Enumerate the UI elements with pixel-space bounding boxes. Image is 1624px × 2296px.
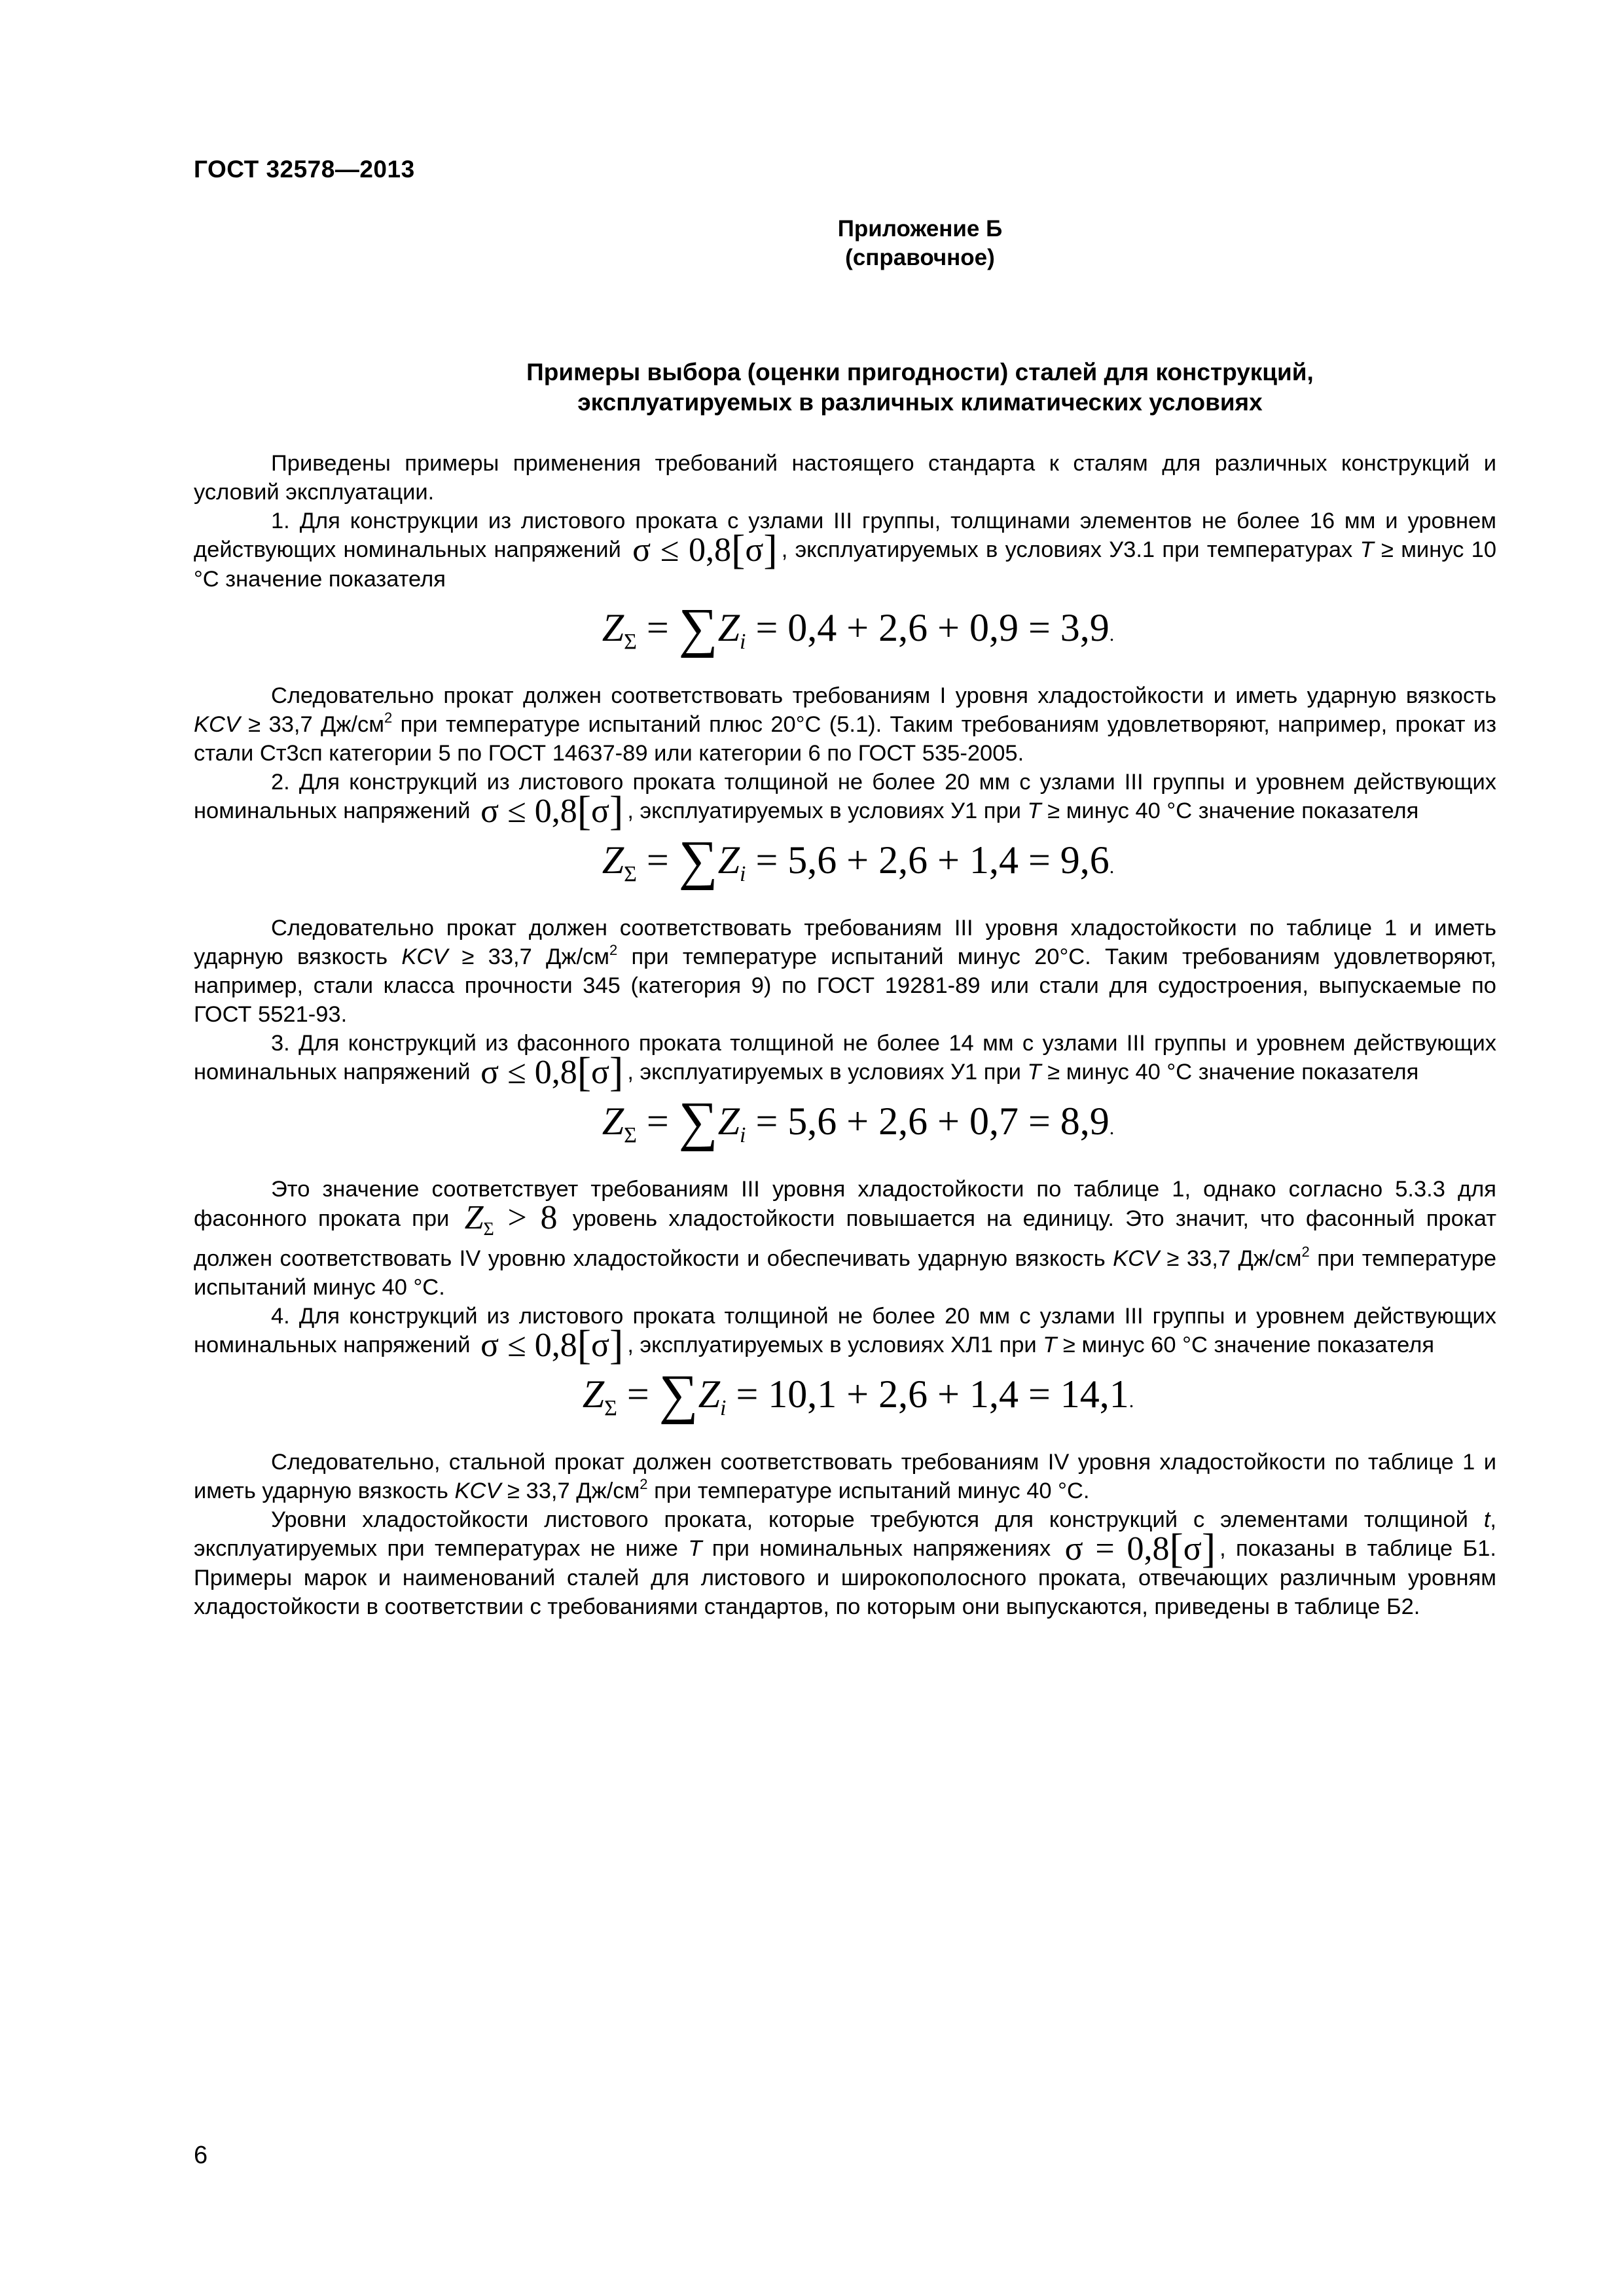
example-3-paragraph: 3. Для конструкций из фасонного проката толщиной не более 14 мм с узлами III группы и уровнем действующих номинальных напряжений σ ≤ 0,8[σ] , эксплуатируемых в условиях У1 при T ≥ минус 40 °С значение показателя	[194, 1031, 1496, 1095]
annex-title-line-1: Примеры выбора (оценки пригодности) сталей для конструкций,	[526, 359, 1314, 386]
closing-paragraph: Уровни хладостойкости листового проката, которые требуются для конструкций с элементами толщиной t, эксплуатируемых при температурах не ниже T при номинальных напряжениях σ = 0,8[σ] , показаны в таблице Б1. Примеры марок и наименований сталей для листового и широкополосного проката, отвечающих различным уровням хладостойкости в соответствии с требованиями стандартов, по которым они выпускаются, приведены в таблице Б2.	[194, 1507, 1496, 1619]
annex-heading	[0, 215, 1624, 272]
stress-formula: σ ≤ 0,8[σ]	[480, 1321, 624, 1368]
z-sum-condition: $Z_\Sigma > 8$	[464, 1199, 558, 1240]
stress-equality-formula: σ = 0,8[σ]	[1064, 1525, 1216, 1571]
stress-formula: σ ≤ 0,8[σ]	[480, 1049, 624, 1095]
page-number: 6	[194, 2142, 208, 2169]
document-body	[194, 449, 1496, 1621]
intro-paragraph: Приведены примеры применения требований настоящего стандарта к сталям для различных конструкций и условий эксплуатации.	[194, 451, 1496, 505]
formula-2: $Z_\Sigma = \sum Z_i = 5,6 + 2,6 + 1,4 = 9,6$.	[602, 830, 1115, 891]
annex-title-line-2: эксплуатируемых в различных климатических условиях	[577, 389, 1263, 416]
formula-1: $Z_\Sigma = \sum Z_i = 0,4 + 2,6 + 0,9 = 3,9$.	[602, 598, 1115, 658]
formula-4: $Z_\Sigma = \sum Z_i = 10,1 + 2,6 + 1,4 = 14,1$.	[582, 1364, 1134, 1425]
example-1-conclusion: Следовательно прокат должен соответствовать требованиям I уровня хладостойкости и иметь ударную вязкость KCV ≥ 33,7 $Дж/см^2$ при температуре испытаний плюс 20°С (5.1). Таким требованиям удовлетворяют, например, прокат из стали Ст3сп категории 5 по ГОСТ 14637-89 или категории 6 по ГОСТ 535-2005.	[194, 683, 1497, 766]
stress-formula: σ ≤ 0,8[σ]	[480, 787, 624, 834]
document-header: ГОСТ 32578—2013	[194, 156, 415, 183]
example-1-text: 1. Для конструкции из листового проката с узлами III группы, толщинами элементов не более 16 мм и уровнем действующих номинальных напряжений	[194, 509, 1496, 562]
stress-formula: σ ≤ 0,8[σ]	[632, 526, 778, 573]
example-4-paragraph: 4. Для конструкций из листового проката толщиной не более 20 мм с узлами III группы и уровнем действующих номинальных напряжений σ ≤ 0,8[σ] , эксплуатируемых в условиях ХЛ1 при T ≥ минус 60 °С значение показателя	[194, 1304, 1496, 1368]
example-2-conclusion: Следовательно прокат должен соответствовать требованиям III уровня хладостойкости по таблице 1 и иметь ударную вязкость KCV ≥ 33,7 $Дж/см^2$ при температуре испытаний минус 20°С. Таким требованиям удовлетворяют, например, стали класса прочности 345 (категория 9) по ГОСТ 19281-89 или стали для судостроения, выпускаемые по ГОСТ 5521-93.	[194, 916, 1496, 1027]
example-1-paragraph: 1. Для конструкции из листового проката с узлами III группы, толщинами элементов не более 16 мм и уровнем действующих номинальных напряжений σ ≤ 0,8[σ] , эксплуатируемых в условиях У3.1 при температурах T ≥ минус 10 °С значение показателя	[194, 509, 1497, 592]
annex-label: Приложение Б	[837, 216, 1003, 242]
formula-3: $Z_\Sigma = \sum Z_i = 5,6 + 2,6 + 0,7 = 8,9$.	[602, 1091, 1115, 1152]
annex-type: (справочное)	[845, 245, 995, 270]
annex-title	[0, 357, 1624, 418]
example-3-conclusion: Это значение соответствует требованиям III уровня хладостойкости по таблице 1, однако согласно 5.3.3 для фасонного проката при $Z_\Sigma > 8$ уровень хладостойкости повышается на единицу. Это значит, что фасонный прокат должен соответствовать IV уровню хладостойкости и обеспечивать ударную вязкость KCV ≥ 33,7 $Дж/см^2$ при температуре испытаний минус 40 °С.	[194, 1177, 1497, 1300]
example-4-conclusion: Следовательно, стальной прокат должен соответствовать требованиям IV уровня хладостойкости по таблице 1 и иметь ударную вязкость KCV ≥ 33,7 $Дж/см^2$ при температуре испытаний минус 40 °С.	[194, 1450, 1496, 1503]
example-2-paragraph: 2. Для конструкций из листового проката толщиной не более 20 мм с узлами III группы и уровнем действующих номинальных напряжений σ ≤ 0,8[σ] , эксплуатируемых в условиях У1 при T ≥ минус 40 °С значение показателя	[194, 770, 1496, 834]
